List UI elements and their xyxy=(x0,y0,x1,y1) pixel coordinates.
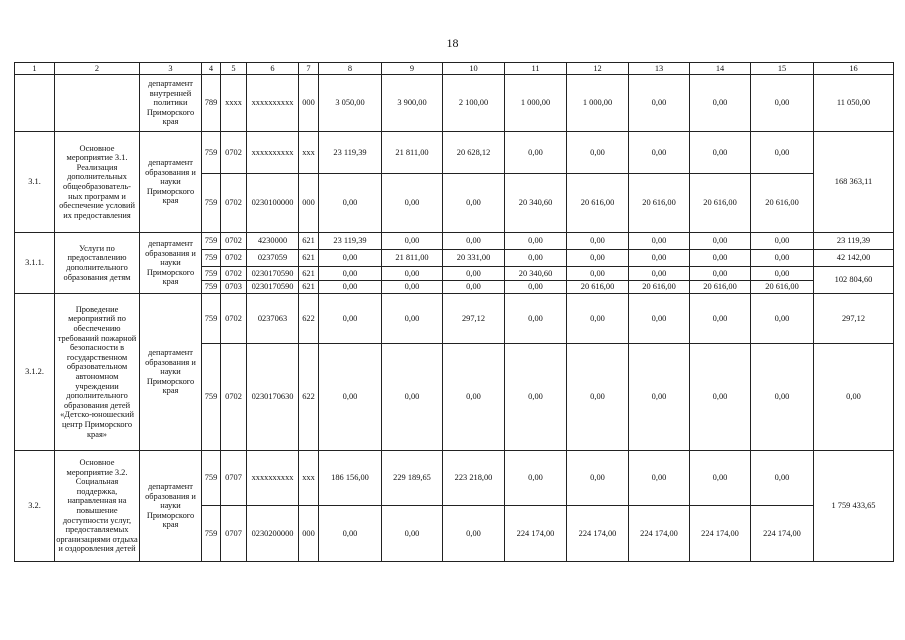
value-cell: 23 119,39 xyxy=(319,132,382,174)
value-cell: 20 628,12 xyxy=(443,132,505,174)
value-cell: 0237063 xyxy=(247,294,299,344)
header-cell: 9 xyxy=(382,63,443,75)
total-cell: 11 050,00 xyxy=(814,75,894,132)
value-cell: 0,00 xyxy=(567,294,629,344)
value-cell: 0702 xyxy=(221,267,247,281)
value-cell: 000 xyxy=(299,75,319,132)
value-cell: 0,00 xyxy=(382,174,443,233)
value-cell: 0,00 xyxy=(690,267,751,281)
value-cell: 0,00 xyxy=(505,281,567,294)
value-cell: 759 xyxy=(202,233,221,250)
total-cell: 102 804,60 xyxy=(814,267,894,294)
item-number: 3.1.1. xyxy=(15,233,55,294)
value-cell: 0,00 xyxy=(690,451,751,506)
value-cell: 0703 xyxy=(221,281,247,294)
header-cell: 2 xyxy=(55,63,140,75)
value-cell: 0702 xyxy=(221,174,247,233)
value-cell: 186 156,00 xyxy=(319,451,382,506)
value-cell: 0707 xyxy=(221,506,247,562)
value-cell: 0,00 xyxy=(443,174,505,233)
value-cell: 0230100000 xyxy=(247,174,299,233)
value-cell: ххх xyxy=(299,132,319,174)
header-cell: 13 xyxy=(629,63,690,75)
value-cell: 3 900,00 xyxy=(382,75,443,132)
value-cell: 759 xyxy=(202,451,221,506)
value-cell: 223 218,00 xyxy=(443,451,505,506)
header-cell: 1 xyxy=(15,63,55,75)
table-row xyxy=(15,451,894,506)
total-cell: 1 759 433,65 xyxy=(814,451,894,562)
total-cell: 297,12 xyxy=(814,294,894,344)
value-cell: 0,00 xyxy=(382,233,443,250)
value-cell: 224 174,00 xyxy=(567,506,629,562)
header-cell: 3 xyxy=(140,63,202,75)
value-cell: 23 119,39 xyxy=(319,233,382,250)
value-cell: 759 xyxy=(202,344,221,451)
value-cell: 21 811,00 xyxy=(382,132,443,174)
value-cell: 759 xyxy=(202,294,221,344)
value-cell: 0,00 xyxy=(443,344,505,451)
total-cell: 23 119,39 xyxy=(814,233,894,250)
value-cell: 0,00 xyxy=(319,281,382,294)
value-cell: 0237059 xyxy=(247,250,299,267)
value-cell: 0,00 xyxy=(751,75,814,132)
value-cell: 20 340,60 xyxy=(505,174,567,233)
value-cell: 20 616,00 xyxy=(629,174,690,233)
value-cell: 0,00 xyxy=(505,294,567,344)
value-cell: 224 174,00 xyxy=(629,506,690,562)
value-cell: 000 xyxy=(299,174,319,233)
cell-empty xyxy=(55,75,140,132)
value-cell: 0,00 xyxy=(690,233,751,250)
total-cell: 42 142,00 xyxy=(814,250,894,267)
value-cell: 0230170590 xyxy=(247,267,299,281)
value-cell: 0,00 xyxy=(690,75,751,132)
value-cell: 0,00 xyxy=(567,250,629,267)
executor-cell: департамент образования и науки Приморского края xyxy=(140,294,202,451)
header-row xyxy=(15,63,894,75)
value-cell: 0,00 xyxy=(505,344,567,451)
value-cell: 0,00 xyxy=(629,250,690,267)
executor-cell: департамент внутренней политики Приморского края xyxy=(140,75,202,132)
value-cell: 0,00 xyxy=(319,506,382,562)
budget-table xyxy=(14,62,894,562)
value-cell: 0,00 xyxy=(505,451,567,506)
value-cell: 1 000,00 xyxy=(505,75,567,132)
item-name: Услуги по предоставлению дополнительного образования детям xyxy=(55,233,140,294)
value-cell: 0,00 xyxy=(751,233,814,250)
value-cell: 1 000,00 xyxy=(567,75,629,132)
executor-cell: департамент образования и науки Приморского края xyxy=(140,132,202,233)
value-cell: 0702 xyxy=(221,344,247,451)
value-cell: 0,00 xyxy=(443,281,505,294)
value-cell: 0,00 xyxy=(319,250,382,267)
value-cell: 0,00 xyxy=(443,506,505,562)
value-cell: 621 xyxy=(299,281,319,294)
value-cell: 0,00 xyxy=(505,250,567,267)
value-cell: 229 189,65 xyxy=(382,451,443,506)
value-cell: 20 616,00 xyxy=(690,174,751,233)
value-cell: 0,00 xyxy=(382,267,443,281)
value-cell: 000 xyxy=(299,506,319,562)
value-cell: 0,00 xyxy=(382,506,443,562)
value-cell: 0,00 xyxy=(505,233,567,250)
value-cell: 0,00 xyxy=(382,281,443,294)
header-cell: 10 xyxy=(443,63,505,75)
value-cell: 0702 xyxy=(221,233,247,250)
value-cell: хххххххххх xyxy=(247,75,299,132)
value-cell: 20 616,00 xyxy=(751,174,814,233)
value-cell: 0,00 xyxy=(629,267,690,281)
item-number: 3.2. xyxy=(15,451,55,562)
value-cell: 0,00 xyxy=(567,344,629,451)
value-cell: 297,12 xyxy=(443,294,505,344)
table-row xyxy=(15,132,894,174)
value-cell: 0,00 xyxy=(629,75,690,132)
value-cell: 3 050,00 xyxy=(319,75,382,132)
total-cell: 168 363,11 xyxy=(814,132,894,233)
value-cell: 0,00 xyxy=(505,132,567,174)
value-cell: 4230000 xyxy=(247,233,299,250)
value-cell: 0,00 xyxy=(567,132,629,174)
header-cell: 5 xyxy=(221,63,247,75)
header-cell: 8 xyxy=(319,63,382,75)
header-cell: 4 xyxy=(202,63,221,75)
value-cell: 20 616,00 xyxy=(690,281,751,294)
value-cell: 0,00 xyxy=(629,294,690,344)
value-cell: ххх xyxy=(299,451,319,506)
value-cell: 224 174,00 xyxy=(690,506,751,562)
value-cell: 0,00 xyxy=(443,233,505,250)
value-cell: 224 174,00 xyxy=(505,506,567,562)
item-name: Основное мероприятие 3.2. Социальная поддержка, направленная на повышение доступности услуг, предоставляемых организациями отдыха и оздоровления детей xyxy=(55,451,140,562)
value-cell: 0,00 xyxy=(751,294,814,344)
value-cell: 0,00 xyxy=(567,233,629,250)
value-cell: 20 331,00 xyxy=(443,250,505,267)
value-cell: хххх xyxy=(221,75,247,132)
value-cell: 759 xyxy=(202,281,221,294)
value-cell: 0,00 xyxy=(443,267,505,281)
item-name: Основное мероприятие 3.1. Реализация дополнительных общеобразователь-ных программ и обеспечение условий их предоставления xyxy=(55,132,140,233)
item-number: 3.1.2. xyxy=(15,294,55,451)
item-name: Проведение мероприятий по обеспечению требований пожарной безопасности в государственном образовательном автономном учреждении дополнительного образования детей «Детско-юношеский центр Приморского края» xyxy=(55,294,140,451)
value-cell: 0707 xyxy=(221,451,247,506)
value-cell: 0,00 xyxy=(319,267,382,281)
cell-empty xyxy=(15,75,55,132)
value-cell: 20 616,00 xyxy=(567,174,629,233)
header-cell: 16 xyxy=(814,63,894,75)
total-cell: 0,00 xyxy=(814,344,894,451)
value-cell: 0,00 xyxy=(319,174,382,233)
value-cell: 0230200000 xyxy=(247,506,299,562)
value-cell: 0,00 xyxy=(690,250,751,267)
value-cell: 0702 xyxy=(221,250,247,267)
header-cell: 6 xyxy=(247,63,299,75)
value-cell: 0,00 xyxy=(690,294,751,344)
value-cell: 759 xyxy=(202,132,221,174)
value-cell: 0,00 xyxy=(751,267,814,281)
value-cell: 0,00 xyxy=(751,132,814,174)
value-cell: 0,00 xyxy=(319,344,382,451)
value-cell: 621 xyxy=(299,233,319,250)
value-cell: 759 xyxy=(202,267,221,281)
value-cell: 0,00 xyxy=(751,451,814,506)
value-cell: 0702 xyxy=(221,294,247,344)
header-cell: 7 xyxy=(299,63,319,75)
value-cell: хххххххххх xyxy=(247,451,299,506)
value-cell: 0,00 xyxy=(751,344,814,451)
value-cell: 21 811,00 xyxy=(382,250,443,267)
value-cell: 622 xyxy=(299,294,319,344)
value-cell: 621 xyxy=(299,267,319,281)
item-number: 3.1. xyxy=(15,132,55,233)
value-cell: 0,00 xyxy=(382,294,443,344)
value-cell: 0,00 xyxy=(629,344,690,451)
value-cell: 759 xyxy=(202,174,221,233)
value-cell: 20 616,00 xyxy=(629,281,690,294)
value-cell: 0,00 xyxy=(382,344,443,451)
value-cell: 0230170590 xyxy=(247,281,299,294)
value-cell: 0230170630 xyxy=(247,344,299,451)
value-cell: 0702 xyxy=(221,132,247,174)
header-cell: 14 xyxy=(690,63,751,75)
value-cell: 20 340,60 xyxy=(505,267,567,281)
value-cell: 20 616,00 xyxy=(751,281,814,294)
value-cell: 0,00 xyxy=(567,267,629,281)
table-row xyxy=(15,75,894,132)
header-cell: 11 xyxy=(505,63,567,75)
value-cell: 224 174,00 xyxy=(751,506,814,562)
value-cell: 789 xyxy=(202,75,221,132)
value-cell: 0,00 xyxy=(629,451,690,506)
value-cell: 759 xyxy=(202,250,221,267)
value-cell: 0,00 xyxy=(567,451,629,506)
table-row xyxy=(15,233,894,250)
executor-cell: департамент образования и науки Приморского края xyxy=(140,451,202,562)
value-cell: хххххххххх xyxy=(247,132,299,174)
value-cell: 0,00 xyxy=(629,132,690,174)
value-cell: 621 xyxy=(299,250,319,267)
value-cell: 0,00 xyxy=(690,344,751,451)
value-cell: 0,00 xyxy=(751,250,814,267)
header-cell: 12 xyxy=(567,63,629,75)
header-cell: 15 xyxy=(751,63,814,75)
value-cell: 20 616,00 xyxy=(567,281,629,294)
value-cell: 0,00 xyxy=(319,294,382,344)
value-cell: 759 xyxy=(202,506,221,562)
table-row xyxy=(15,294,894,344)
value-cell: 0,00 xyxy=(690,132,751,174)
value-cell: 622 xyxy=(299,344,319,451)
page-number: 18 xyxy=(446,36,459,50)
value-cell: 2 100,00 xyxy=(443,75,505,132)
value-cell: 0,00 xyxy=(629,233,690,250)
executor-cell: департамент образования и науки Приморского края xyxy=(140,233,202,294)
